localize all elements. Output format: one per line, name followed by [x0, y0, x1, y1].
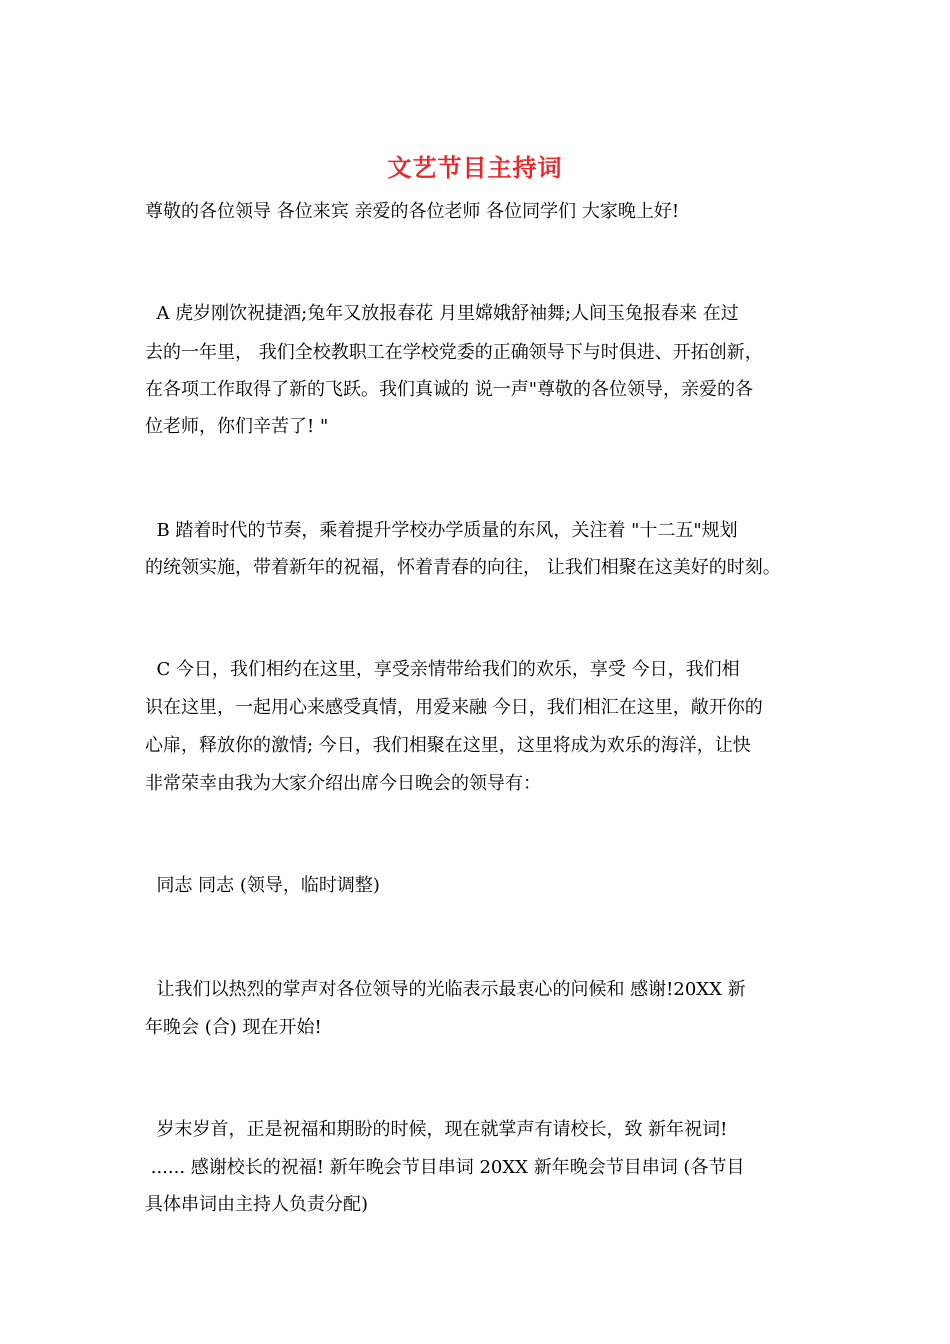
para-f-line-2: ...... 感谢校长的祝福! 新年晚会节目串词 20XX 新年晚会节目串词 (各节目	[145, 1157, 745, 1178]
para-b-line-1: B 踏着时代的节奏，乘着提升学校办学质量的东风，关注着 "十二五"规划	[145, 520, 738, 541]
para-c-line-4: 非常荣幸由我为大家介绍出席今日晚会的领导有：	[145, 773, 541, 794]
para-f-line-3: 具体串词由主持人负责分配)	[145, 1194, 369, 1215]
para-e-line-2: 年晚会 (合) 现在开始!	[145, 1017, 322, 1038]
para-f-line-1: 岁末岁首，正是祝福和期盼的时候，现在就掌声有请校长，致 新年祝词!	[145, 1119, 728, 1140]
para-a-line-2: 去的一年里， 我们全校教职工在学校党委的正确领导下与时俱进、开拓创新，	[145, 342, 763, 363]
greeting-line: 尊敬的各位领导 各位来宾 亲爱的各位老师 各位同学们 大家晚上好!	[145, 201, 680, 222]
para-b-line-2: 的统领实施，带着新年的祝福，怀着青春的向往， 让我们相聚在这美好的时刻。	[145, 557, 781, 578]
para-c-line-3: 心扉，释放你的激情; 今日，我们相聚在这里，这里将成为欢乐的海洋，让快	[145, 735, 751, 756]
para-d-line-1: 同志 同志 (领导，临时调整)	[145, 875, 380, 896]
document-title: 文艺节目主持词	[387, 153, 563, 182]
para-c-line-2: 识在这里，一起用心来感受真情，用爱来融 今日，我们相汇在这里，敞开你的	[145, 697, 763, 718]
para-a-line-3: 在各项工作取得了新的飞跃。我们真诚的 说一声"尊敬的各位领导，亲爱的各	[145, 379, 753, 400]
para-a-line-4: 位老师，你们辛苦了! "	[145, 416, 329, 437]
para-e-line-1: 让我们以热烈的掌声对各位领导的光临表示最衷心的问候和 感谢!20XX 新	[145, 979, 746, 1000]
para-c-line-1: C 今日，我们相约在这里，享受亲情带给我们的欢乐，享受 今日，我们相	[145, 659, 740, 680]
para-a-line-1: A 虎岁刚饮祝捷酒;兔年又放报春花 月里嫦娥舒袖舞;人间玉兔报春来 在过	[145, 303, 739, 324]
